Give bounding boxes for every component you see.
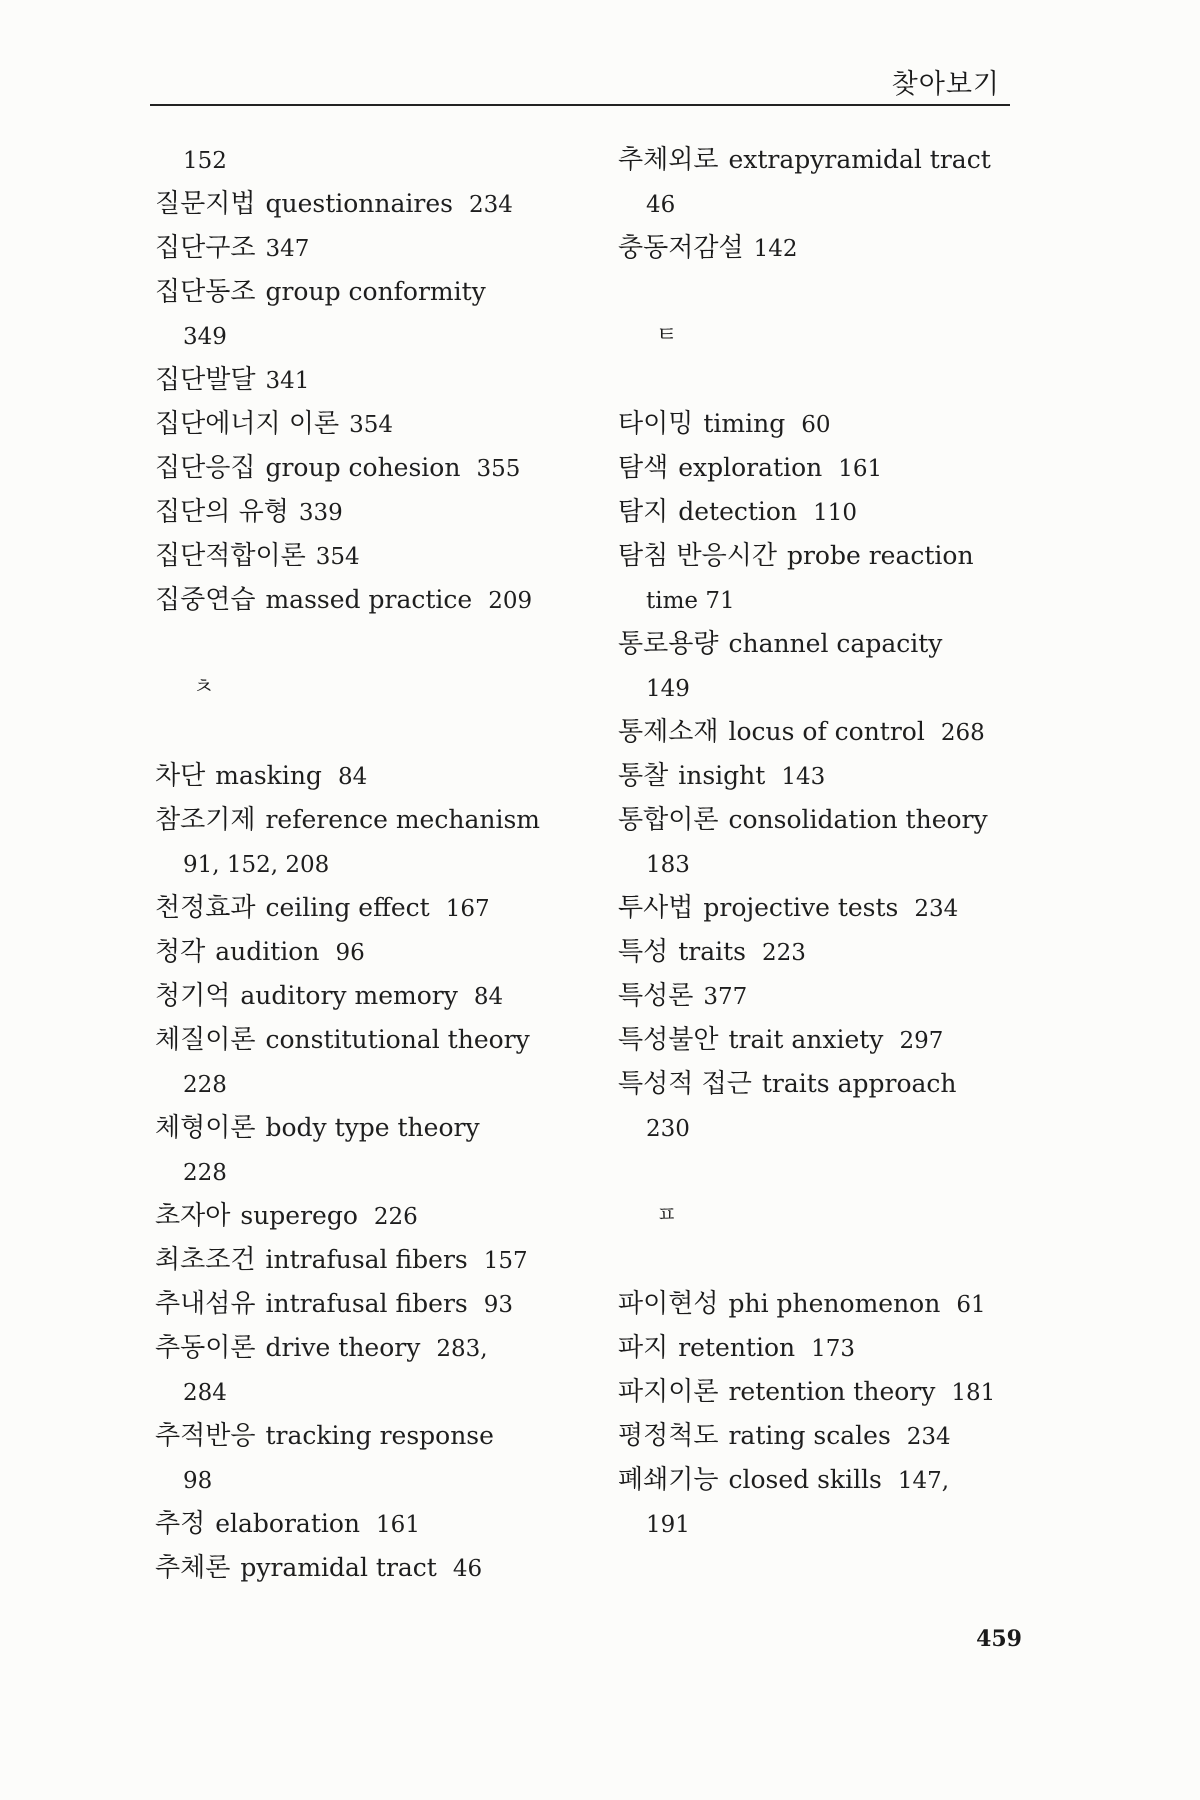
entry-english-term: auditory memory xyxy=(240,981,458,1010)
entry-english-term: intrafusal fibers xyxy=(265,1289,468,1318)
entry-english-term: closed skills xyxy=(728,1465,882,1494)
entry-korean-term: 초자아 xyxy=(155,1201,231,1231)
entry-korean-term: 통찰 xyxy=(618,761,669,791)
index-entry xyxy=(155,1502,575,1546)
entry-page-refs: 354 xyxy=(349,412,393,438)
index-entry xyxy=(155,1414,575,1458)
index-entry xyxy=(155,446,575,490)
entry-page-refs: 349 xyxy=(183,324,227,350)
entry-continuation xyxy=(155,1150,575,1194)
entry-page-refs: 377 xyxy=(703,984,748,1010)
entry-continuation xyxy=(618,182,1038,226)
section-letter-heading: ㅌ xyxy=(656,323,678,348)
index-entry xyxy=(155,1326,575,1370)
index-entry xyxy=(155,226,575,270)
index-entry xyxy=(618,1370,1038,1414)
entry-english-term: audition xyxy=(215,937,320,966)
entry-english-term: probe reaction xyxy=(786,541,974,570)
entry-korean-term: 특성불안 xyxy=(618,1025,719,1055)
entry-korean-term: 추정 xyxy=(155,1509,206,1539)
entry-korean-term: 차단 xyxy=(155,761,206,791)
entry-page-refs: 61 xyxy=(956,1292,986,1318)
entry-korean-term: 타이밍 xyxy=(618,409,694,439)
entry-page-refs: 147, xyxy=(897,1468,950,1494)
entry-page-refs: 60 xyxy=(801,412,831,438)
index-entry xyxy=(618,1282,1038,1326)
entry-page-refs: 46 xyxy=(646,192,676,218)
index-entry xyxy=(618,402,1038,446)
entry-korean-term: 천정효과 xyxy=(155,893,256,923)
entry-english-term: rating scales xyxy=(728,1421,891,1450)
entry-english-term: superego xyxy=(240,1201,358,1230)
entry-continuation xyxy=(618,842,1038,886)
entry-english-term: retention xyxy=(678,1333,796,1362)
entry-korean-term: 탐침 반응시간 xyxy=(618,541,777,571)
entry-page-refs: 84 xyxy=(473,984,504,1010)
entry-english-term: phi phenomenon xyxy=(728,1289,941,1318)
entry-korean-term: 통제소재 xyxy=(618,717,719,747)
index-entry xyxy=(618,622,1038,666)
entry-korean-term: 파이현성 xyxy=(618,1289,719,1319)
index-entry xyxy=(618,710,1038,754)
entry-page-refs: 161 xyxy=(376,1512,420,1538)
entry-page-refs: 98 xyxy=(183,1468,213,1494)
entry-page-refs: 93 xyxy=(483,1292,514,1318)
entry-page-refs: 234 xyxy=(468,192,513,218)
index-entry xyxy=(618,534,1038,578)
entry-english-term: detection xyxy=(678,497,798,526)
entry-continuation xyxy=(155,1458,575,1502)
entry-continuation xyxy=(155,1370,575,1414)
entry-continuation xyxy=(618,1106,1038,1150)
entry-page-refs: 152 xyxy=(183,148,227,174)
entry-english-term: masking xyxy=(215,761,322,790)
entry-korean-term: 집단적합이론 xyxy=(155,541,306,571)
entry-continuation xyxy=(618,1502,1038,1546)
index-entry xyxy=(155,1018,575,1062)
entry-english-term: ceiling effect xyxy=(265,893,430,922)
index-entry xyxy=(618,1414,1038,1458)
entry-page-refs: 347 xyxy=(265,236,310,262)
entry-page-refs: 297 xyxy=(899,1028,944,1054)
running-header-title: 찾아보기 xyxy=(891,69,1000,100)
entry-korean-term: 체질이론 xyxy=(155,1025,256,1055)
entry-english-term: timing xyxy=(703,409,786,438)
entry-english-term: extrapyramidal tract xyxy=(728,145,991,174)
entry-english-term: consolidation theory xyxy=(728,805,988,834)
entry-page-refs: 167 xyxy=(445,896,490,922)
index-entry xyxy=(155,974,575,1018)
entry-korean-term: 특성적 접근 xyxy=(618,1069,752,1099)
entry-page-refs: 161 xyxy=(838,456,883,482)
entry-english-term: constitutional theory xyxy=(265,1025,530,1054)
entry-page-refs: 234 xyxy=(906,1424,951,1450)
blank-spacer xyxy=(618,1150,1038,1194)
entry-page-refs: 96 xyxy=(335,940,365,966)
entry-page-refs: 339 xyxy=(298,500,343,526)
index-entry xyxy=(618,974,1038,1018)
entry-page-refs: 91, 152, 208 xyxy=(183,852,330,878)
entry-page-refs: 341 xyxy=(265,368,310,394)
entry-korean-term: 추내섬유 xyxy=(155,1289,256,1319)
index-entry xyxy=(618,490,1038,534)
entry-korean-term: 파지이론 xyxy=(618,1377,719,1407)
entry-page-refs: 191 xyxy=(646,1512,690,1538)
entry-korean-term: 질문지법 xyxy=(155,189,256,219)
entry-page-refs: 228 xyxy=(183,1072,227,1098)
entry-korean-term: 추체론 xyxy=(155,1553,231,1583)
index-entry xyxy=(155,402,575,446)
entry-page-refs: 223 xyxy=(762,940,806,966)
entry-english-term: projective tests xyxy=(703,893,899,922)
entry-continuation xyxy=(618,578,1038,622)
entry-page-refs: 354 xyxy=(315,544,360,570)
blank-spacer xyxy=(155,710,575,754)
entry-korean-term: 집중연습 xyxy=(155,585,256,615)
entry-korean-term: 통합이론 xyxy=(618,805,719,835)
entry-korean-term: 청각 xyxy=(155,937,206,967)
entry-continuation xyxy=(155,1062,575,1106)
entry-continuation xyxy=(155,314,575,358)
index-entry xyxy=(618,798,1038,842)
entry-korean-term: 체형이론 xyxy=(155,1113,256,1143)
entry-korean-term: 특성 xyxy=(618,937,669,967)
index-entry xyxy=(155,1546,575,1590)
entry-english-term: pyramidal tract xyxy=(240,1553,437,1582)
index-entry xyxy=(618,1326,1038,1370)
entry-korean-term: 집단동조 xyxy=(155,277,256,307)
entry-english-term: traits xyxy=(678,937,747,966)
entry-page-refs: 355 xyxy=(476,456,521,482)
entry-page-refs: 157 xyxy=(483,1248,528,1274)
entry-english-term: intrafusal fibers xyxy=(265,1245,468,1274)
section-letter-heading: ㅍ xyxy=(656,1203,678,1228)
entry-continuation xyxy=(155,138,575,182)
header-rule xyxy=(150,104,1010,106)
entry-page-refs: 226 xyxy=(373,1204,418,1230)
index-entry xyxy=(155,886,575,930)
entry-english-term: group conformity xyxy=(265,277,486,306)
entry-english-term: questionnaires xyxy=(265,189,453,218)
index-entry xyxy=(155,930,575,974)
index-column-left xyxy=(155,138,575,1590)
entry-page-refs: 143 xyxy=(781,764,826,790)
index-entry xyxy=(155,270,575,314)
entry-page-refs: 181 xyxy=(951,1380,996,1406)
entry-continuation xyxy=(155,842,575,886)
index-column-right xyxy=(618,138,1038,1546)
entry-page-refs: 110 xyxy=(813,500,857,526)
entry-page-refs: 283, xyxy=(436,1336,488,1362)
entry-page-refs: 209 xyxy=(488,588,533,614)
entry-english-term: retention theory xyxy=(728,1377,936,1406)
index-entry xyxy=(618,446,1038,490)
blank-spacer xyxy=(155,622,575,666)
entry-english-term: tracking response xyxy=(265,1421,494,1450)
entry-english-term: channel capacity xyxy=(728,629,943,658)
entry-page-refs: 149 xyxy=(646,676,690,702)
entry-english-term: reference mechanism xyxy=(265,805,540,834)
entry-korean-term: 폐쇄기능 xyxy=(618,1465,719,1495)
entry-page-refs: time 71 xyxy=(646,588,735,614)
index-entry xyxy=(155,754,575,798)
entry-page-refs: 228 xyxy=(183,1160,227,1186)
entry-english-term: drive theory xyxy=(265,1333,421,1362)
entry-korean-term: 통로용량 xyxy=(618,629,719,659)
index-entry xyxy=(155,1282,575,1326)
entry-page-refs: 183 xyxy=(646,852,690,878)
entry-korean-term: 추체외로 xyxy=(618,145,719,175)
entry-continuation xyxy=(618,666,1038,710)
index-entry xyxy=(618,138,1038,182)
blank-spacer xyxy=(618,270,1038,314)
index-entry xyxy=(155,358,575,402)
entry-korean-term: 평정척도 xyxy=(618,1421,719,1451)
entry-english-term: insight xyxy=(678,761,766,790)
entry-korean-term: 집단에너지 이론 xyxy=(155,409,340,439)
entry-korean-term: 청기억 xyxy=(155,981,231,1011)
index-entry xyxy=(618,754,1038,798)
index-entry xyxy=(155,1194,575,1238)
entry-korean-term: 투사법 xyxy=(618,893,694,923)
entry-english-term: massed practice xyxy=(265,585,473,614)
entry-korean-term: 탐지 xyxy=(618,497,669,527)
entry-korean-term: 최초조건 xyxy=(155,1245,256,1275)
entry-page-refs: 173 xyxy=(811,1336,856,1362)
entry-korean-term: 탐색 xyxy=(618,453,669,483)
index-entry xyxy=(155,182,575,226)
entry-korean-term: 특성론 xyxy=(618,981,694,1011)
index-entry xyxy=(155,578,575,622)
entry-page-refs: 268 xyxy=(940,720,985,746)
entry-korean-term: 추적반응 xyxy=(155,1421,256,1451)
entry-english-term: group cohesion xyxy=(265,453,461,482)
entry-page-refs: 84 xyxy=(337,764,368,790)
entry-english-term: exploration xyxy=(678,453,823,482)
index-entry xyxy=(618,1018,1038,1062)
entry-page-refs: 234 xyxy=(914,896,959,922)
entry-english-term: trait anxiety xyxy=(728,1025,884,1054)
index-entry xyxy=(155,798,575,842)
entry-korean-term: 충동저감설 xyxy=(618,233,744,263)
blank-spacer xyxy=(618,358,1038,402)
entry-page-refs: 230 xyxy=(646,1116,690,1142)
entry-korean-term: 참조기제 xyxy=(155,805,256,835)
entry-page-refs: 46 xyxy=(452,1556,483,1582)
index-entry xyxy=(155,1238,575,1282)
entry-korean-term: 파지 xyxy=(618,1333,669,1363)
index-entry xyxy=(155,1106,575,1150)
entry-english-term: body type theory xyxy=(265,1113,480,1142)
index-entry xyxy=(155,534,575,578)
entry-english-term: locus of control xyxy=(728,717,925,746)
entry-page-refs: 142 xyxy=(753,236,798,262)
entry-english-term: traits approach xyxy=(761,1069,957,1098)
entry-korean-term: 집단구조 xyxy=(155,233,256,263)
index-entry xyxy=(618,1062,1038,1106)
index-entry xyxy=(155,490,575,534)
index-entry xyxy=(618,930,1038,974)
entry-english-term: elaboration xyxy=(215,1509,361,1538)
index-entry xyxy=(618,1458,1038,1502)
index-entry xyxy=(618,886,1038,930)
index-entry xyxy=(618,226,1038,270)
blank-spacer xyxy=(618,1238,1038,1282)
entry-korean-term: 집단응집 xyxy=(155,453,256,483)
page-number: 459 xyxy=(976,1626,1022,1652)
entry-korean-term: 추동이론 xyxy=(155,1333,256,1363)
entry-korean-term: 집단의 유형 xyxy=(155,497,289,527)
entry-page-refs: 284 xyxy=(183,1380,227,1406)
section-letter-heading: ㅊ xyxy=(193,675,215,700)
entry-korean-term: 집단발달 xyxy=(155,365,256,395)
